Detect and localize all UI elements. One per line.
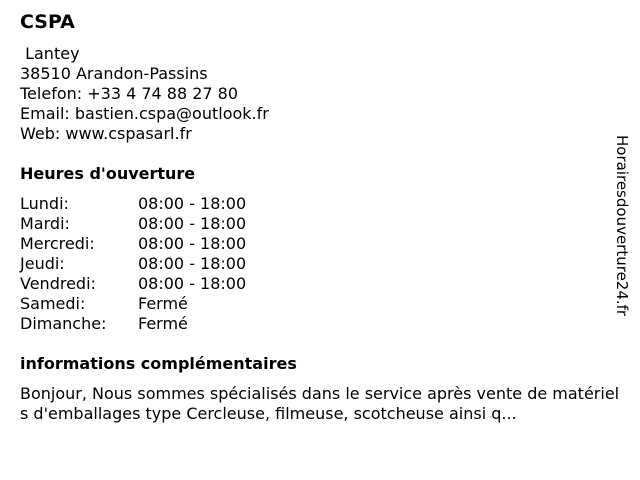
info-description: Bonjour, Nous sommes spécialisés dans le service après vente de matériels d'emballages type Cercleuse, filmeuse, scotcheuse ainsi q... <box>20 384 620 423</box>
business-address-block <box>20 44 269 144</box>
hours-day: Mercredi: <box>20 234 95 253</box>
hours-time: 08:00 - 18:00 <box>138 234 247 253</box>
web-line: Web: www.cspasarl.fr <box>20 124 192 143</box>
hours-day: Mardi: <box>20 214 70 233</box>
hours-heading: Heures d'ouverture <box>20 164 196 183</box>
hours-time: 08:00 - 18:00 <box>138 274 247 293</box>
hours-day: Lundi: <box>20 194 69 213</box>
hours-row <box>20 314 246 334</box>
hours-row <box>20 274 246 294</box>
info-heading: informations complémentaires <box>20 354 297 373</box>
hours-time: Fermé <box>138 294 188 313</box>
hours-time: Fermé <box>138 314 188 333</box>
hours-row <box>20 254 246 274</box>
hours-time: 08:00 - 18:00 <box>138 254 247 273</box>
hours-day: Jeudi: <box>20 254 65 273</box>
site-watermark: Horairesdouverture24.fr <box>613 135 631 317</box>
hours-time: 08:00 - 18:00 <box>138 214 247 233</box>
hours-row <box>20 294 246 314</box>
hours-day: Samedi: <box>20 294 86 313</box>
business-name: CSPA <box>20 11 75 33</box>
hours-row <box>20 234 246 254</box>
hours-day: Dimanche: <box>20 314 107 333</box>
address-line-street: Lantey <box>20 44 80 63</box>
hours-row <box>20 214 246 234</box>
address-line-city: 38510 Arandon-Passins <box>20 64 208 83</box>
hours-row <box>20 194 246 214</box>
hours-day: Vendredi: <box>20 274 96 293</box>
hours-table <box>20 194 246 334</box>
phone-line: Telefon: +33 4 74 88 27 80 <box>20 84 239 103</box>
hours-time: 08:00 - 18:00 <box>138 194 247 213</box>
email-line: Email: bastien.cspa@outlook.fr <box>20 104 269 123</box>
